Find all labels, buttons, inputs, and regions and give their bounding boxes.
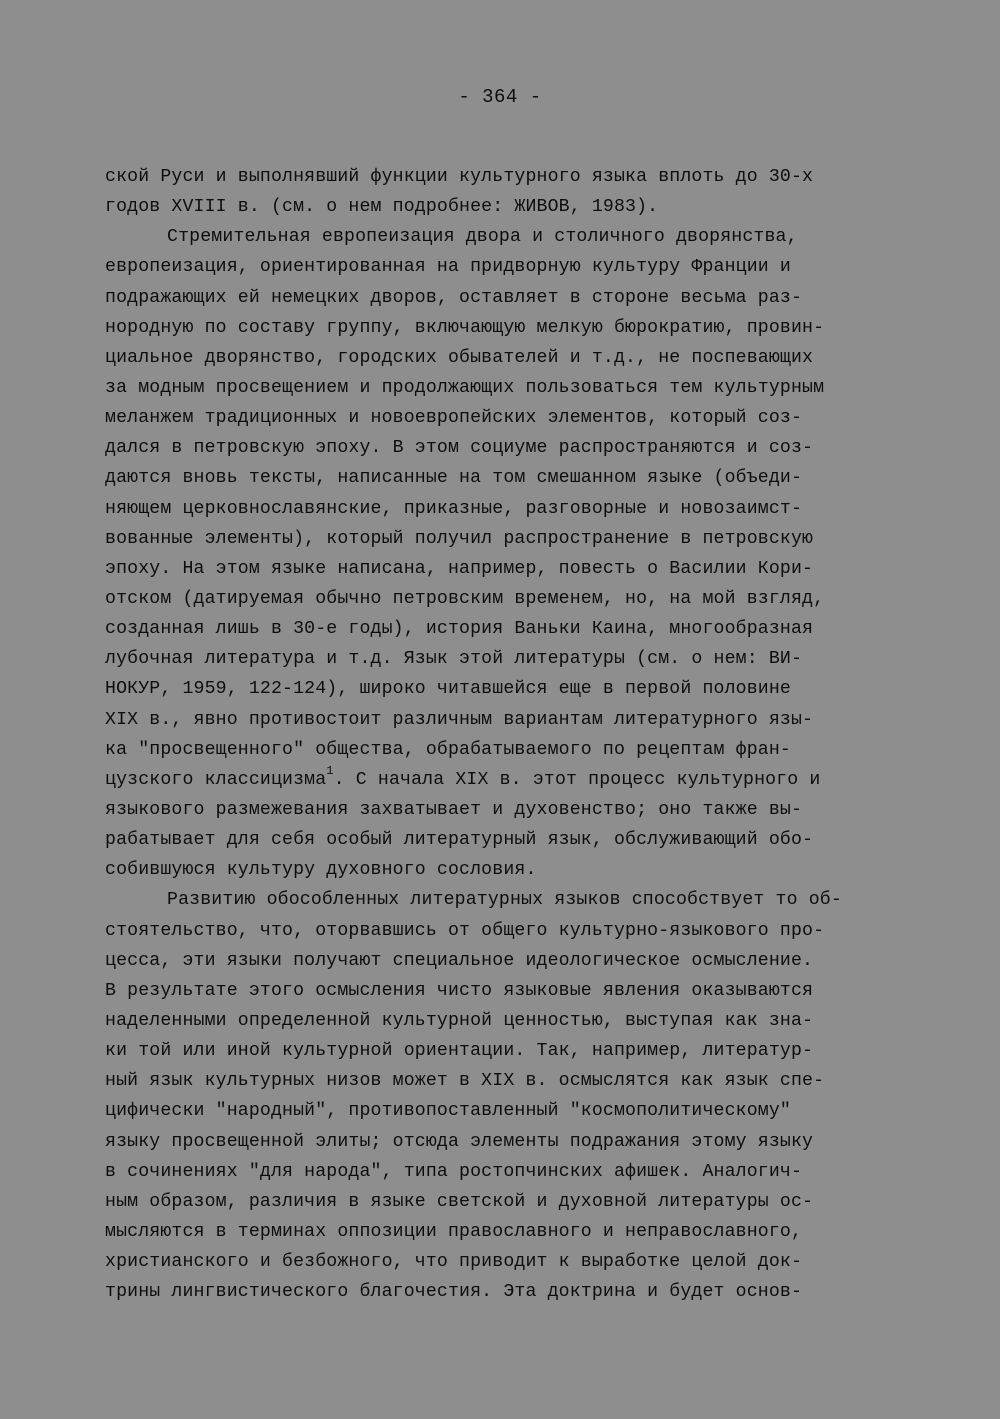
text-line <box>105 1096 905 1126</box>
text-line <box>105 463 905 493</box>
text-line <box>105 373 905 403</box>
text-line <box>105 855 905 885</box>
text-line-content: дался в петровскую эпоху. В этом социуме распространяются и соз- <box>105 438 814 459</box>
text-line <box>105 162 905 192</box>
text-line <box>105 976 905 1006</box>
text-line <box>105 1006 905 1036</box>
text-line <box>105 644 905 674</box>
text-line-content: эпоху. На этом языке написана, например, повесть о Василии Кори- <box>105 558 814 579</box>
text-line-content: XIX в., явно противостоит различным вариантам литературного язы- <box>105 709 814 730</box>
text-line-content: европеизация, ориентированная на придворную культуру Франции и <box>105 257 791 278</box>
text-line <box>105 614 905 644</box>
text-line-content: ным образом, различия в языке светской и духовной литературы ос- <box>105 1191 814 1212</box>
text-line-content: в сочинениях "для народа", типа ростопчинских афишек. Аналогич- <box>105 1161 803 1182</box>
text-line <box>105 705 905 735</box>
text-line <box>105 765 905 795</box>
text-line-content: цесса, эти языки получают специальное идеологическое осмысление. <box>105 950 814 971</box>
text-line <box>105 494 905 524</box>
text-line-content: НОКУР, 1959, 122-124), широко читавшейся еще в первой половине <box>105 679 791 700</box>
text-line-content: стоятельство, что, оторвавшись от общего культурно-языкового про- <box>105 920 825 941</box>
text-line <box>105 283 905 313</box>
text-line <box>105 222 905 252</box>
text-line <box>105 1247 905 1277</box>
text-line-content: наделенными определенной культурной ценностью, выступая как зна- <box>105 1010 814 1031</box>
text-line <box>105 885 905 915</box>
text-line-content: рабатывает для себя особый литературный язык, обслуживающий обо- <box>105 830 814 851</box>
text-line <box>105 313 905 343</box>
text-line-content: ки той или иной культурной ориентации. Так, например, литератур- <box>105 1041 814 1062</box>
text-line-content: ный язык культурных низов может в XIX в. осмыслятся как язык спе- <box>105 1071 825 1092</box>
text-line-content: меланжем традиционных и новоевропейских элементов, который соз- <box>105 408 803 429</box>
text-line <box>105 1277 905 1307</box>
text-line <box>105 1036 905 1066</box>
text-line-content: языку просвещенной элиты; отсюда элементы подражания этому языку <box>105 1131 814 1152</box>
text-line-content: цузского классицизма <box>105 769 327 790</box>
text-line-content: годов XVIII в. (см. о нем подробнее: ЖИВОВ, 1983). <box>105 197 659 218</box>
page-number: - 364 - <box>458 86 542 108</box>
text-line-content: вованные элементы), который получил распространение в петровскую <box>105 528 814 549</box>
text-line <box>105 1066 905 1096</box>
text-line <box>105 946 905 976</box>
text-line-content: подражающих ей немецких дворов, оставляет в стороне весьма раз- <box>105 287 803 308</box>
text-line <box>105 433 905 463</box>
text-line-content: Стремительная европеизация двора и столичного дворянства, <box>167 227 798 248</box>
text-line <box>105 825 905 855</box>
text-line <box>105 916 905 946</box>
text-line <box>105 674 905 704</box>
text-line-content: Развитию обособленных литературных языков способствует то об- <box>167 890 842 911</box>
text-line-content: В результате этого осмысления чисто языковые явления оказываются <box>105 980 814 1001</box>
text-line <box>105 252 905 282</box>
text-line-content: няющем церковнославянские, приказные, разговорные и новозаимст- <box>105 498 803 519</box>
text-line <box>105 554 905 584</box>
text-line-content: нородную по составу группу, включающую мелкую бюрократию, провин- <box>105 317 825 338</box>
text-line-content: собившуюся культуру духовного сословия. <box>105 860 537 881</box>
text-line <box>105 1157 905 1187</box>
text-line <box>105 403 905 433</box>
text-line-content: лубочная литература и т.д. Язык этой литературы (см. о нем: ВИ- <box>105 649 803 670</box>
text-line <box>105 192 905 222</box>
text-line-content: языкового размежевания захватывает и духовенство; оно также вы- <box>105 799 803 820</box>
text-line-content: даются вновь тексты, написанные на том смешанном языке (объеди- <box>105 468 803 489</box>
text-line <box>105 1187 905 1217</box>
text-line-content: мысляются в терминах оппозиции православного и неправославного, <box>105 1221 803 1242</box>
text-line-content: созданная лишь в 30-е годы), история Ваньки Каина, многообразная <box>105 619 814 640</box>
body-text <box>105 162 905 1307</box>
text-line <box>105 795 905 825</box>
text-line-content: циальное дворянство, городских обывателей и т.д., не поспевающих <box>105 347 814 368</box>
text-line-content: цифически "народный", противопоставленный "космополитическому" <box>105 1101 791 1122</box>
text-line-continuation: . С начала XIX в. этот процесс культурного и <box>333 769 821 790</box>
text-line-content: ской Руси и выполнявший функции культурного языка вплоть до 30-х <box>105 167 814 187</box>
text-line-content: отском (датируемая обычно петровским временем, но, на мой взгляд, <box>105 588 825 609</box>
text-line <box>105 524 905 554</box>
text-line-content: за модным просвещением и продолжающих пользоваться тем культурным <box>105 377 825 398</box>
footnote-marker: 1 <box>326 763 334 778</box>
text-line <box>105 735 905 765</box>
text-line-content: христианского и безбожного, что приводит к выработке целой док- <box>105 1252 803 1273</box>
text-line-content: ка "просвещенного" общества, обрабатываемого по рецептам фран- <box>105 739 791 760</box>
text-line <box>105 1127 905 1157</box>
text-line-content: трины лингвистического благочестия. Эта доктрина и будет основ- <box>105 1282 803 1303</box>
text-line <box>105 584 905 614</box>
text-line <box>105 1217 905 1247</box>
text-line <box>105 343 905 373</box>
